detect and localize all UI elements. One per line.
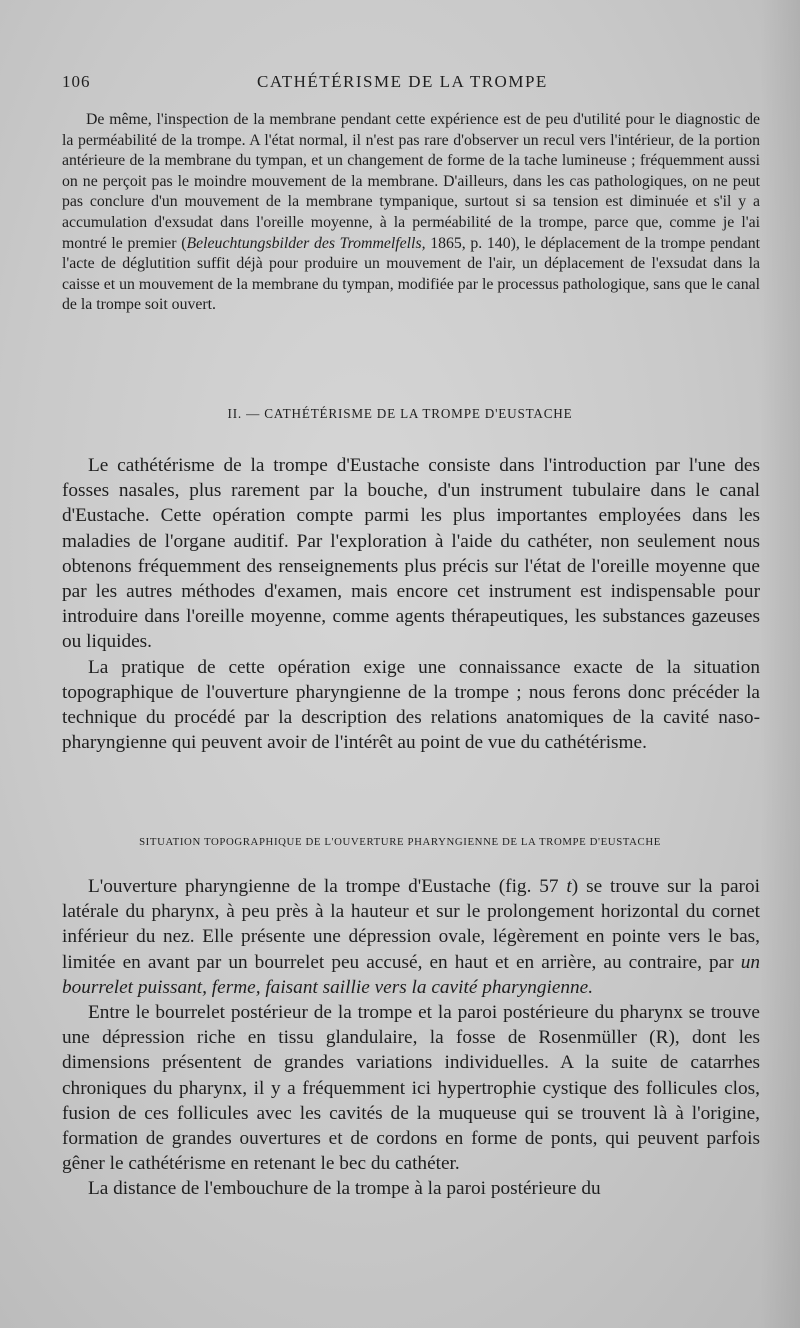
catheterisme-paragraph-2: La pratique de cette opération exige une connaissance exacte de la situation topographique de l'ouverture pharyngienne de la trompe ; nous ferons donc précéder la technique du procédé par la description des relations anatomiques de la cavité naso-pharyngienne qui peuvent avoir de l'intérêt au point de vue du cathétérisme. xyxy=(62,656,760,754)
situation-italic-phrase: un bourrelet puissant, ferme, faisant saillie vers la cavité pharyngienne. xyxy=(62,951,760,998)
citation-title: Beleuchtungsbilder des Trommelfells, xyxy=(186,234,426,252)
section-heading-situation: SITUATION TOPOGRAPHIQUE DE L'OUVERTURE PHARYNGIENNE DE LA TROMPE D'EUSTACHE xyxy=(139,836,661,848)
situation-text-block xyxy=(62,874,760,1202)
situation-paragraph-2: Entre le bourrelet postérieur de la trompe et la paroi postérieure du pharynx se trouve une dépression riche en tissu glandulaire, la fosse de Rosenmüller (R), dont les dimensions présentent de grandes variations individuelles. A la suite de catarrhes chroniques du pharynx, il y a fréquemment ici hypertrophie cystique des follicules clos, fusion de ces follicules avec les cavités de la muqueuse qui se trouvent là à l'origine, formation de grandes ouvertures et de cordons en forme de ponts, qui peuvent parfois gêner le cathétérisme en retenant le bec du cathéter. xyxy=(62,1002,760,1175)
catheterisme-text-block xyxy=(62,453,760,755)
intro-text-part-1: De même, l'inspection de la membrane pendant cette expérience est de peu d'utilité pour le diagnostic de la perméabilité de la trompe. A l'état normal, il n'est pas rare d'observer un recul vers l'intérieur, de la portion antérieure de la membrane du tympan, et un changement de forme de la tache lumineuse ; fréquemment aussi on ne perçoit pas le moindre mouvement de la membrane. D'ailleurs, dans les cas pathologiques, on ne peut pas conclure d'un mouvement de la membrane tympanique, surtout si sa tension est diminuée et s'il y a accumulation d'exsudat dans l'oreille moyenne, à la perméabilité de la trompe, parce que, comme je l'ai montré le premier ( xyxy=(62,111,760,252)
situation-text-part-2: ) se trouve sur la paroi latérale du pharynx, à peu près à la hauteur et sur le prolongement horizontal du cornet inférieur du nez. Elle présente une dépression ovale, légèrement en pointe vers le bas, limitée en avant par un bourrelet peu accusé, en haut et en arrière, au contraire, par xyxy=(62,876,760,973)
page-edge-shadow xyxy=(760,0,800,1328)
section-title: CATHÉTÉRISME DE LA TROMPE D'EUSTACHE xyxy=(264,406,573,421)
section-numeral: II. xyxy=(227,406,242,421)
figure-letter: t xyxy=(566,876,572,897)
section-dash: — xyxy=(246,406,261,421)
situation-paragraph-3: La distance de l'embouchure de la trompe à la paroi postérieure du xyxy=(88,1178,601,1200)
situation-paragraph-1 xyxy=(62,874,760,1000)
section-heading-catheterisme xyxy=(0,406,800,422)
catheterisme-paragraph-1: Le cathétérisme de la trompe d'Eustache consiste dans l'introduction par l'une des fosses nasales, plus rarement par la bouche, d'un instrument tubulaire dans le canal d'Eustache. Cette opération compte parmi les plus importantes employées dans les maladies de l'organe auditif. Par l'exploration à l'aide du cathéter, non seulement nous obtenons fréquemment des renseignements plus précis sur l'état de l'oreille moyenne que par les autres méthodes d'examen, mais encore cet instrument est indispensable pour introduire dans l'oreille moyenne, comme agents thérapeutiques, les substances gazeuses ou liquides. xyxy=(62,455,760,653)
situation-text-part-1: L'ouverture pharyngienne de la trompe d'Eustache (fig. 57 xyxy=(88,876,567,897)
running-title: CATHÉTÉRISME DE LA TROMPE xyxy=(257,72,548,91)
intro-paragraph-block xyxy=(62,110,760,316)
intro-text-part-2: 1865, p. 140), le déplacement de la trompe pendant l'acte de déglutition suffit déjà pour produire un mouvement de l'air, un déplacement de l'exsudat dans la caisse et un mouvement de la membrane du tympan, modifiée par le processus pathologique, sans que le canal de la trompe soit ouvert. xyxy=(62,234,760,314)
page-number: 106 xyxy=(62,72,91,91)
running-header xyxy=(62,72,752,98)
intro-paragraph xyxy=(62,110,760,316)
